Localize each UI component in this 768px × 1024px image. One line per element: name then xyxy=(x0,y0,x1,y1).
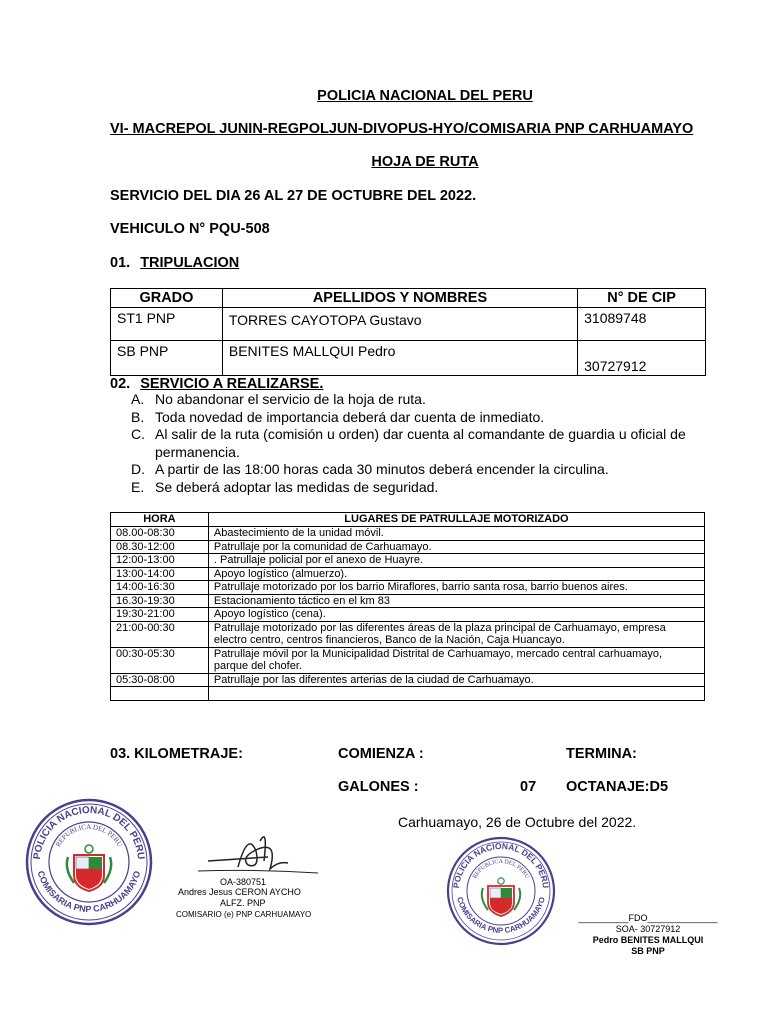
crew-header-row xyxy=(111,289,706,308)
schedule-place: Patrullaje por las diferentes arterias de la ciudad de Carhuamayo. xyxy=(208,673,704,687)
schedule-header-row xyxy=(111,513,705,527)
table-row xyxy=(111,341,706,376)
schedule-time: 12:00-13:00 xyxy=(111,554,209,568)
schedule-place: Abastecimiento de la unidad móvil. xyxy=(208,527,704,541)
schedule-table xyxy=(110,512,705,701)
list-text: A partir de las 18:00 horas cada 30 minutos deberá encender la circulina. xyxy=(155,461,609,477)
seal-graphic xyxy=(24,797,154,927)
table-row xyxy=(111,527,705,541)
signature-left-name: Andres Jesus CERON AYCHO xyxy=(178,887,301,897)
signature-left-role: COMISARIO (e) PNP CARHUAMAYO xyxy=(176,910,312,919)
table-row xyxy=(111,581,705,595)
schedule-time: 14:00-16:30 xyxy=(111,581,209,595)
signature-left-rank: ALFZ. PNP xyxy=(220,898,266,908)
schedule-time: 21:00-00:30 xyxy=(111,621,209,647)
list-text: Toda novedad de importancia deberá dar cuenta de inmediato. xyxy=(155,408,545,425)
schedule-place xyxy=(208,687,704,701)
octane-value: D5 xyxy=(649,779,669,795)
table-row xyxy=(111,567,705,581)
list-letter: C. xyxy=(131,426,145,442)
section1-heading xyxy=(110,255,239,271)
police-seal-right xyxy=(446,836,556,946)
table-row xyxy=(111,594,705,608)
mileage-start-label: COMIENZA : xyxy=(338,746,424,762)
list-item xyxy=(131,479,731,497)
place-date: Carhuamayo, 26 de Octubre del 2022. xyxy=(398,814,637,830)
section2-heading xyxy=(110,376,323,392)
schedule-place: . Patrullaje policial por el anexo de Huayre. xyxy=(208,554,704,568)
signature-left-code: OA-380751 xyxy=(220,877,267,887)
svg-text:COMISARIA PNP CARHUAMAYO: COMISARIA PNP CARHUAMAYO xyxy=(35,869,143,915)
service-list xyxy=(131,391,731,496)
crew-name: BENITES MALLQUI Pedro xyxy=(222,341,577,376)
schedule-time: 08.00-08:30 xyxy=(111,527,209,541)
list-item xyxy=(131,461,731,479)
table-row xyxy=(111,673,705,687)
schedule-place: Apoyo logístico (cena). xyxy=(208,608,704,622)
title-line1: POLICIA NACIONAL DEL PERU xyxy=(317,88,533,104)
signature-right-rank: SB PNP xyxy=(631,946,665,956)
signature-right-name: Pedro BENITES MALLQUI xyxy=(592,935,704,945)
mileage-label: 03. KILOMETRAJE: xyxy=(110,746,243,762)
crew-cip: 30727912 xyxy=(578,341,706,376)
vehicle-number: VEHICULO N° PQU-508 xyxy=(110,221,270,237)
crew-name: TORRES CAYOTOPA Gustavo xyxy=(222,308,577,341)
svg-text:REPUBLICA DEL PERU: REPUBLICA DEL PERU xyxy=(472,858,530,880)
list-item xyxy=(131,409,731,427)
police-seal-left xyxy=(24,797,154,927)
schedule-time: 05:30-08:00 xyxy=(111,673,209,687)
svg-text:COMISARIA PNP CARHUAMAYO: COMISARIA PNP CARHUAMAYO xyxy=(455,895,547,936)
list-item xyxy=(131,391,731,409)
gallons-label: GALONES : xyxy=(338,779,419,795)
list-letter: D. xyxy=(131,461,145,477)
title-line2: VI- MACREPOL JUNIN-REGPOLJUN-DIVOPUS-HYO/COMISARIA PNP CARHUAMAYO xyxy=(110,121,694,137)
list-text: Se deberá adoptar las medidas de seguridad. xyxy=(155,478,439,495)
list-item xyxy=(131,426,731,461)
svg-text:POLICIA NACIONAL DEL PERU: POLICIA NACIONAL DEL PERU xyxy=(31,804,147,861)
table-row xyxy=(111,647,705,673)
schedule-header-time: HORA xyxy=(111,513,209,527)
signature-left-block xyxy=(158,797,338,945)
crew-table xyxy=(110,288,706,376)
seal-graphic xyxy=(446,836,556,946)
list-letter: B. xyxy=(131,408,145,425)
svg-text:POLICIA NACIONAL DEL PERU: POLICIA NACIONAL DEL PERU xyxy=(451,840,551,889)
schedule-place: Apoyo logístico (almuerzo). xyxy=(208,567,704,581)
signature-right-code: SOA- 30727912 xyxy=(615,924,681,934)
section1-number: 01. xyxy=(110,255,131,271)
crew-header-grade: GRADO xyxy=(111,289,223,308)
octane-label: OCTANAJE: xyxy=(566,779,650,795)
shield-icon xyxy=(67,845,111,891)
service-date: SERVICIO DEL DIA 26 AL 27 DE OCTUBRE DEL 2022. xyxy=(110,188,477,204)
crew-cip: 31089748 xyxy=(578,308,706,341)
svg-text:REPUBLICA DEL PERU: REPUBLICA DEL PERU xyxy=(54,822,124,849)
signature-right-block xyxy=(576,913,720,957)
table-row xyxy=(111,540,705,554)
title-line3: HOJA DE RUTA xyxy=(371,154,479,170)
schedule-time: 08.30-12:00 xyxy=(111,540,209,554)
section2-number: 02. xyxy=(110,376,131,392)
schedule-time xyxy=(111,687,209,701)
schedule-time: 19:30-21:00 xyxy=(111,608,209,622)
schedule-time: 16.30-19:30 xyxy=(111,594,209,608)
schedule-time: 13:00-14:00 xyxy=(111,567,209,581)
handwritten-signature-left xyxy=(198,821,318,881)
schedule-place: Patrullaje móvil por la Municipalidad Distrital de Carhuamayo, mercado central carhuamayo, parque del chofer. xyxy=(208,647,704,673)
list-letter: E. xyxy=(131,478,145,495)
crew-grade: ST1 PNP xyxy=(111,308,223,341)
section2-title: SERVICIO A REALIZARSE. xyxy=(140,376,324,392)
table-row xyxy=(111,608,705,622)
schedule-place: Estacionamiento táctico en el km 83 xyxy=(208,594,704,608)
schedule-header-places: LUGARES DE PATRULLAJE MOTORIZADO xyxy=(208,513,704,527)
schedule-place: Patrullaje motorizado por los barrio Miraflores, barrio santa rosa, barrio buenos aires. xyxy=(208,581,704,595)
schedule-place: Patrullaje por la comunidad de Carhuamayo. xyxy=(208,540,704,554)
crew-grade: SB PNP xyxy=(111,341,223,376)
table-row xyxy=(111,554,705,568)
list-text: Al salir de la ruta (comisión u orden) dar cuenta al comandante de guardia u oficial de permanencia. xyxy=(155,426,686,460)
shield-icon xyxy=(482,878,520,916)
crew-header-cip: N° DE CIP xyxy=(578,289,706,308)
list-text: No abandonar el servicio de la hoja de ruta. xyxy=(155,391,426,407)
table-row xyxy=(111,621,705,647)
signature-right-line: __________FDO______________ xyxy=(578,913,718,923)
schedule-time: 00:30-05:30 xyxy=(111,647,209,673)
gallons-value: 07 xyxy=(520,779,537,795)
table-row xyxy=(111,687,705,701)
mileage-end-label: TERMINA: xyxy=(566,746,637,762)
list-letter: A. xyxy=(131,391,145,407)
section1-title: TRIPULACION xyxy=(140,255,240,271)
octane-field xyxy=(566,779,668,795)
table-row xyxy=(111,308,706,341)
schedule-place: Patrullaje motorizado por las diferentes áreas de la plaza principal de Carhuamayo, empresa electro centro, centros financieros, Banco de la Nación, Caja Huancayo. xyxy=(208,621,704,647)
crew-header-name: APELLIDOS Y NOMBRES xyxy=(222,289,577,308)
